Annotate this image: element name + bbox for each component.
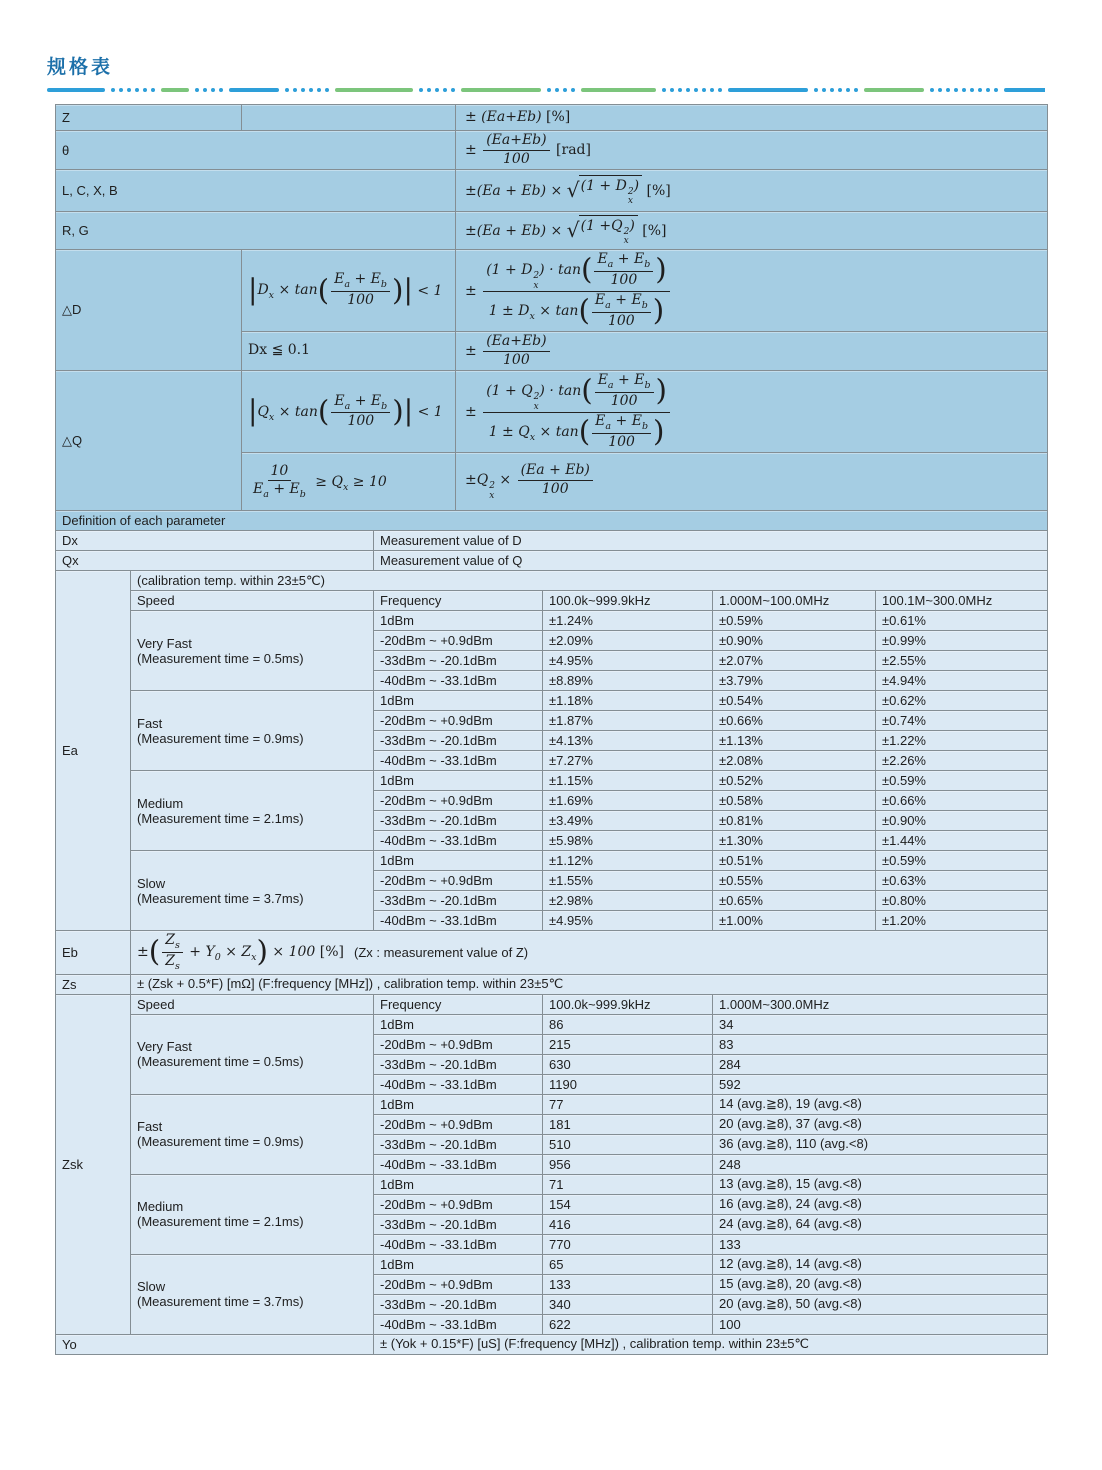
divider-dash bbox=[161, 88, 189, 92]
value-cell: ±3.79% bbox=[713, 671, 876, 691]
param-label: △D bbox=[56, 250, 242, 371]
value-cell: 1190 bbox=[543, 1074, 713, 1094]
formula-cell bbox=[456, 170, 1048, 212]
power-level-cell: -20dBm ~ +0.9dBm bbox=[374, 1034, 543, 1054]
table-row bbox=[56, 1014, 1048, 1034]
param-description: Measurement value of D bbox=[374, 531, 1048, 551]
speed-label-cell bbox=[131, 611, 374, 691]
formula-text-yo: ± (Yok + 0.15*F) [uS] (F:frequency [MHz]) , calibration temp. within 23±5℃ bbox=[374, 1334, 1048, 1354]
power-level-cell: 1dBm bbox=[374, 1254, 543, 1274]
value-cell: 248 bbox=[713, 1154, 1048, 1174]
value-cell: ±0.52% bbox=[713, 771, 876, 791]
value-cell: ±0.74% bbox=[876, 711, 1048, 731]
value-cell: ±0.51% bbox=[713, 851, 876, 871]
table-row bbox=[56, 1254, 1048, 1274]
calibration-note: (calibration temp. within 23±5℃) bbox=[131, 571, 1048, 591]
value-cell: ±0.65% bbox=[713, 891, 876, 911]
formula-cell bbox=[456, 105, 1048, 131]
column-header-speed: Speed bbox=[131, 591, 374, 611]
power-level-cell: -40dBm ~ -33.1dBm bbox=[374, 751, 543, 771]
value-cell: ±8.89% bbox=[543, 671, 713, 691]
value-cell: 630 bbox=[543, 1054, 713, 1074]
value-cell: 133 bbox=[543, 1274, 713, 1294]
value-cell: ±0.90% bbox=[713, 631, 876, 651]
value-cell: ±7.27% bbox=[543, 751, 713, 771]
value-cell: 340 bbox=[543, 1294, 713, 1314]
value-cell: 154 bbox=[543, 1194, 713, 1214]
speed-name: Very Fast bbox=[137, 1039, 192, 1055]
value-cell: 34 bbox=[713, 1014, 1048, 1034]
yo-row bbox=[56, 1334, 1048, 1354]
speed-label-cell bbox=[131, 1174, 374, 1254]
page-title: 规格表 bbox=[47, 57, 114, 78]
formula-eb-note: (Zx : measurement value of Z) bbox=[353, 944, 529, 960]
value-cell: ±4.95% bbox=[543, 651, 713, 671]
param-label-yo: Yo bbox=[56, 1334, 374, 1354]
measurement-time: (Measurement time = 0.5ms) bbox=[137, 650, 304, 666]
eb-row bbox=[56, 931, 1048, 974]
param-label: θ bbox=[56, 131, 456, 170]
formula-cell bbox=[456, 332, 1048, 371]
value-cell: 20 (avg.≧8), 50 (avg.<8) bbox=[713, 1294, 1048, 1314]
speed-name: Fast bbox=[137, 715, 163, 731]
column-header-band-1: 100.0k~999.9kHz bbox=[543, 591, 713, 611]
divider-dash bbox=[229, 88, 279, 92]
column-header-frequency: Frequency bbox=[374, 994, 543, 1014]
table-row bbox=[56, 851, 1048, 871]
condition-cell bbox=[242, 453, 456, 511]
formula-eb: ±( $\frac{Z_s}{Z_s}$ + $Y_0 \times Z_x) \times 100$ [%] bbox=[137, 932, 344, 972]
measurement-time: (Measurement time = 0.9ms) bbox=[137, 730, 304, 746]
formula-delta-d: ± (1 + D 2 x ) · tan( $\frac{E_a + E_b}{100}$ ) $1 \pm D_x \times \tan$( $\frac{E_a + E_b}{100}$ ) bbox=[465, 283, 672, 299]
value-cell: ±0.99% bbox=[876, 631, 1048, 651]
measurement-time: (Measurement time = 3.7ms) bbox=[137, 890, 304, 906]
power-level-cell: -40dBm ~ -33.1dBm bbox=[374, 1154, 543, 1174]
value-cell: ±0.59% bbox=[876, 851, 1048, 871]
formula-cell bbox=[456, 212, 1048, 250]
power-level-cell: 1dBm bbox=[374, 611, 543, 631]
formula-delta-q: ± (1 + Q 2 x ) · tan( $\frac{E_a + E_b}{100}$ ) $1 \pm Q_x \times \tan$( $\frac{E_a + E_b}{100}$ ) bbox=[465, 404, 672, 420]
formula-cell bbox=[456, 453, 1048, 511]
measurement-time: (Measurement time = 3.7ms) bbox=[137, 1294, 304, 1310]
value-cell: 86 bbox=[543, 1014, 713, 1034]
power-level-cell: -33dBm ~ -20.1dBm bbox=[374, 891, 543, 911]
value-cell: ±1.12% bbox=[543, 851, 713, 871]
formula-lcxb: ±(Ea + Eb) × √ (1 + D 2 x ) [%] bbox=[465, 183, 671, 199]
power-level-cell: 1dBm bbox=[374, 1094, 543, 1114]
power-level-cell: 1dBm bbox=[374, 1014, 543, 1034]
speed-label-cell bbox=[131, 1014, 374, 1094]
condition-cell bbox=[242, 332, 456, 371]
value-cell: ±0.81% bbox=[713, 811, 876, 831]
param-label: L, C, X, B bbox=[56, 170, 456, 212]
speed-name: Slow bbox=[137, 875, 166, 891]
value-cell: ±3.49% bbox=[543, 811, 713, 831]
power-level-cell: -33dBm ~ -20.1dBm bbox=[374, 1054, 543, 1074]
power-level-cell: -20dBm ~ +0.9dBm bbox=[374, 1114, 543, 1134]
value-cell: 36 (avg.≧8), 110 (avg.<8) bbox=[713, 1134, 1048, 1154]
value-cell: ±0.61% bbox=[876, 611, 1048, 631]
formula-text-zs: ± (Zsk + 0.5*F) [mΩ] (F:frequency [MHz]) , calibration temp. within 23±5℃ bbox=[131, 974, 1048, 994]
value-cell: 133 bbox=[713, 1234, 1048, 1254]
definition-header-table bbox=[55, 510, 1048, 531]
value-cell: 215 bbox=[543, 1034, 713, 1054]
condition-delta-q-2: $\frac{10}{E_a + E_b}$ ≥ $Q_x \ge 10$ bbox=[253, 462, 387, 500]
param-label-eb: Eb bbox=[56, 931, 131, 974]
formula-theta: ± $\frac{(Ea+Eb)}{100}$ [rad] bbox=[465, 132, 591, 167]
formula-cell bbox=[131, 931, 1048, 974]
value-cell: ±0.80% bbox=[876, 891, 1048, 911]
value-cell: 956 bbox=[543, 1154, 713, 1174]
divider-dash bbox=[461, 88, 541, 92]
divider-dots bbox=[111, 88, 155, 92]
param-definition-row bbox=[56, 531, 1048, 551]
divider-dash bbox=[728, 88, 808, 92]
param-label: △Q bbox=[56, 371, 242, 511]
value-cell: ±1.13% bbox=[713, 731, 876, 751]
table-row bbox=[56, 691, 1048, 711]
condition-delta-d: $|D_x \times \tan$( $\frac{E_a + E_b}{100}$ )| < 1 bbox=[248, 271, 443, 309]
power-level-cell: -20dBm ~ +0.9dBm bbox=[374, 1274, 543, 1294]
value-cell: ±4.95% bbox=[543, 911, 713, 931]
measurement-time: (Measurement time = 2.1ms) bbox=[137, 810, 304, 826]
table-row bbox=[56, 611, 1048, 631]
divider-dots bbox=[285, 88, 329, 92]
value-cell: 14 (avg.≧8), 19 (avg.<8) bbox=[713, 1094, 1048, 1114]
value-cell: ±0.63% bbox=[876, 871, 1048, 891]
definition-header: Definition of each parameter bbox=[56, 511, 1048, 531]
table-row bbox=[56, 170, 1048, 212]
speed-label-cell bbox=[131, 1094, 374, 1174]
title-divider bbox=[47, 87, 1045, 93]
table-row bbox=[56, 1094, 1048, 1114]
table-row bbox=[56, 571, 1048, 591]
value-cell: ±1.00% bbox=[713, 911, 876, 931]
column-header-speed: Speed bbox=[131, 994, 374, 1014]
power-level-cell: -40dBm ~ -33.1dBm bbox=[374, 831, 543, 851]
value-cell: 770 bbox=[543, 1234, 713, 1254]
speed-name: Slow bbox=[137, 1279, 166, 1295]
condition-delta-q: $|Q_x \times \tan$( $\frac{E_a + E_b}{100}$ )| < 1 bbox=[248, 392, 443, 430]
divider-dash bbox=[335, 88, 413, 92]
value-cell: 65 bbox=[543, 1254, 713, 1274]
value-cell: 16 (avg.≧8), 24 (avg.<8) bbox=[713, 1194, 1048, 1214]
column-header-band-2: 1.000M~100.0MHz bbox=[713, 591, 876, 611]
value-cell: 622 bbox=[543, 1314, 713, 1334]
specification-tables bbox=[55, 104, 1047, 1355]
value-cell: 24 (avg.≧8), 64 (avg.<8) bbox=[713, 1214, 1048, 1234]
value-cell: ±1.22% bbox=[876, 731, 1048, 751]
param-definition-row bbox=[56, 551, 1048, 571]
table-row bbox=[56, 371, 1048, 453]
param-label: Dx bbox=[56, 531, 374, 551]
value-cell: ±2.55% bbox=[876, 651, 1048, 671]
divider-dash bbox=[1004, 88, 1045, 92]
value-cell: ±1.20% bbox=[876, 911, 1048, 931]
value-cell: 284 bbox=[713, 1054, 1048, 1074]
power-level-cell: -40dBm ~ -33.1dBm bbox=[374, 1234, 543, 1254]
table-row bbox=[56, 212, 1048, 250]
table-row bbox=[56, 1174, 1048, 1194]
divider-dots bbox=[662, 88, 722, 92]
value-cell: ±2.26% bbox=[876, 751, 1048, 771]
value-cell: ±4.94% bbox=[876, 671, 1048, 691]
divider-dots bbox=[419, 88, 455, 92]
divider-dots bbox=[547, 88, 575, 92]
condition-cell bbox=[242, 250, 456, 332]
power-level-cell: 1dBm bbox=[374, 771, 543, 791]
value-cell: 510 bbox=[543, 1134, 713, 1154]
param-label-zsk: Zsk bbox=[56, 994, 131, 1334]
value-cell: 71 bbox=[543, 1174, 713, 1194]
speed-label-cell bbox=[131, 691, 374, 771]
value-cell: ±2.09% bbox=[543, 631, 713, 651]
speed-label-cell bbox=[131, 851, 374, 931]
column-header-band-3: 100.1M~300.0MHz bbox=[876, 591, 1048, 611]
power-level-cell: -20dBm ~ +0.9dBm bbox=[374, 791, 543, 811]
power-level-cell: -20dBm ~ +0.9dBm bbox=[374, 871, 543, 891]
param-label: R, G bbox=[56, 212, 456, 250]
column-header-frequency: Frequency bbox=[374, 591, 543, 611]
table-row bbox=[56, 250, 1048, 332]
value-cell: ±0.66% bbox=[713, 711, 876, 731]
value-cell: ±1.69% bbox=[543, 791, 713, 811]
value-cell: 77 bbox=[543, 1094, 713, 1114]
power-level-cell: -33dBm ~ -20.1dBm bbox=[374, 1294, 543, 1314]
value-cell: 83 bbox=[713, 1034, 1048, 1054]
condition-cell bbox=[242, 371, 456, 453]
table-row bbox=[56, 511, 1048, 531]
speed-name: Medium bbox=[137, 1199, 184, 1215]
power-level-cell: 1dBm bbox=[374, 691, 543, 711]
value-cell: ±2.07% bbox=[713, 651, 876, 671]
value-cell: 20 (avg.≧8), 37 (avg.<8) bbox=[713, 1114, 1048, 1134]
divider-dots bbox=[814, 88, 858, 92]
formula-delta-d-2: ± $\frac{(Ea+Eb)}{100}$ bbox=[465, 343, 552, 359]
power-level-cell: -33dBm ~ -20.1dBm bbox=[374, 1214, 543, 1234]
speed-name: Very Fast bbox=[137, 635, 192, 651]
value-cell: ±0.54% bbox=[713, 691, 876, 711]
value-cell: ±1.44% bbox=[876, 831, 1048, 851]
power-level-cell: -20dBm ~ +0.9dBm bbox=[374, 711, 543, 731]
measurement-time: (Measurement time = 2.1ms) bbox=[137, 1214, 304, 1230]
column-header-band-1: 100.0k~999.9kHz bbox=[543, 994, 713, 1014]
measurement-time: (Measurement time = 0.9ms) bbox=[137, 1134, 304, 1150]
divider-dots bbox=[195, 88, 223, 92]
value-cell: ±1.15% bbox=[543, 771, 713, 791]
spacer-cell bbox=[242, 105, 456, 131]
param-label: Qx bbox=[56, 551, 374, 571]
definition-table bbox=[55, 530, 1048, 571]
value-cell: ±0.59% bbox=[713, 611, 876, 631]
value-cell: ±1.30% bbox=[713, 831, 876, 851]
ea-table bbox=[55, 570, 1048, 931]
formula-z: ± (Ea+Eb) [%] bbox=[465, 108, 571, 125]
formula-cell bbox=[456, 250, 1048, 332]
power-level-cell: -33dBm ~ -20.1dBm bbox=[374, 651, 543, 671]
value-cell: ±2.08% bbox=[713, 751, 876, 771]
speed-name: Medium bbox=[137, 795, 184, 811]
formula-rg: ±(Ea + Eb) × √ (1 +Q 2 x ) [%] bbox=[465, 223, 667, 239]
power-level-cell: 1dBm bbox=[374, 1174, 543, 1194]
table-row bbox=[56, 105, 1048, 131]
power-level-cell: -40dBm ~ -33.1dBm bbox=[374, 671, 543, 691]
value-cell: 15 (avg.≧8), 20 (avg.<8) bbox=[713, 1274, 1048, 1294]
divider-dash bbox=[864, 88, 924, 92]
param-label-ea: Ea bbox=[56, 571, 131, 931]
divider-dash bbox=[47, 88, 105, 92]
speed-label-cell bbox=[131, 771, 374, 851]
value-cell: 592 bbox=[713, 1074, 1048, 1094]
power-level-cell: -40dBm ~ -33.1dBm bbox=[374, 1314, 543, 1334]
value-cell: ±0.90% bbox=[876, 811, 1048, 831]
value-cell: 13 (avg.≧8), 15 (avg.<8) bbox=[713, 1174, 1048, 1194]
value-cell: ±0.62% bbox=[876, 691, 1048, 711]
eb-zs-table bbox=[55, 930, 1048, 994]
column-header-band-2: 1.000M~300.0MHz bbox=[713, 994, 1048, 1014]
value-cell: 181 bbox=[543, 1114, 713, 1134]
value-cell: ±1.55% bbox=[543, 871, 713, 891]
value-cell: 416 bbox=[543, 1214, 713, 1234]
value-cell: ±4.13% bbox=[543, 731, 713, 751]
divider-dash bbox=[581, 88, 656, 92]
param-label: Z bbox=[56, 105, 242, 131]
value-cell: ±2.98% bbox=[543, 891, 713, 911]
power-level-cell: -40dBm ~ -33.1dBm bbox=[374, 911, 543, 931]
formula-delta-q-2: ±Q 2 x × $\frac{(Ea + Eb)}{100}$ bbox=[465, 472, 595, 488]
param-label-zs: Zs bbox=[56, 974, 131, 994]
value-cell: 100 bbox=[713, 1314, 1048, 1334]
power-level-cell: -20dBm ~ +0.9dBm bbox=[374, 1194, 543, 1214]
zsk-table bbox=[55, 994, 1048, 1335]
value-cell: ±1.18% bbox=[543, 691, 713, 711]
speed-label-cell bbox=[131, 1254, 374, 1334]
measurement-time: (Measurement time = 0.5ms) bbox=[137, 1054, 304, 1070]
value-cell: ±1.24% bbox=[543, 611, 713, 631]
table-header-row bbox=[56, 591, 1048, 611]
value-cell: ±0.58% bbox=[713, 791, 876, 811]
power-level-cell: -33dBm ~ -20.1dBm bbox=[374, 731, 543, 751]
value-cell: ±1.87% bbox=[543, 711, 713, 731]
power-level-cell: -20dBm ~ +0.9dBm bbox=[374, 631, 543, 651]
speed-name: Fast bbox=[137, 1119, 163, 1135]
power-level-cell: -33dBm ~ -20.1dBm bbox=[374, 1134, 543, 1154]
accuracy-formula-table bbox=[55, 104, 1048, 511]
divider-dots bbox=[930, 88, 998, 92]
param-description: Measurement value of Q bbox=[374, 551, 1048, 571]
formula-cell bbox=[456, 131, 1048, 170]
value-cell: ±0.66% bbox=[876, 791, 1048, 811]
value-cell: 12 (avg.≧8), 14 (avg.<8) bbox=[713, 1254, 1048, 1274]
table-row bbox=[56, 771, 1048, 791]
power-level-cell: -40dBm ~ -33.1dBm bbox=[374, 1074, 543, 1094]
yo-table bbox=[55, 1334, 1048, 1355]
condition-delta-d-2: Dx ≦ 0.1 bbox=[248, 342, 311, 359]
value-cell: ±0.55% bbox=[713, 871, 876, 891]
power-level-cell: -33dBm ~ -20.1dBm bbox=[374, 811, 543, 831]
value-cell: ±5.98% bbox=[543, 831, 713, 851]
formula-cell bbox=[456, 371, 1048, 453]
table-header-row bbox=[56, 994, 1048, 1014]
zs-row bbox=[56, 974, 1048, 994]
value-cell: ±0.59% bbox=[876, 771, 1048, 791]
table-row bbox=[56, 131, 1048, 170]
power-level-cell: 1dBm bbox=[374, 851, 543, 871]
